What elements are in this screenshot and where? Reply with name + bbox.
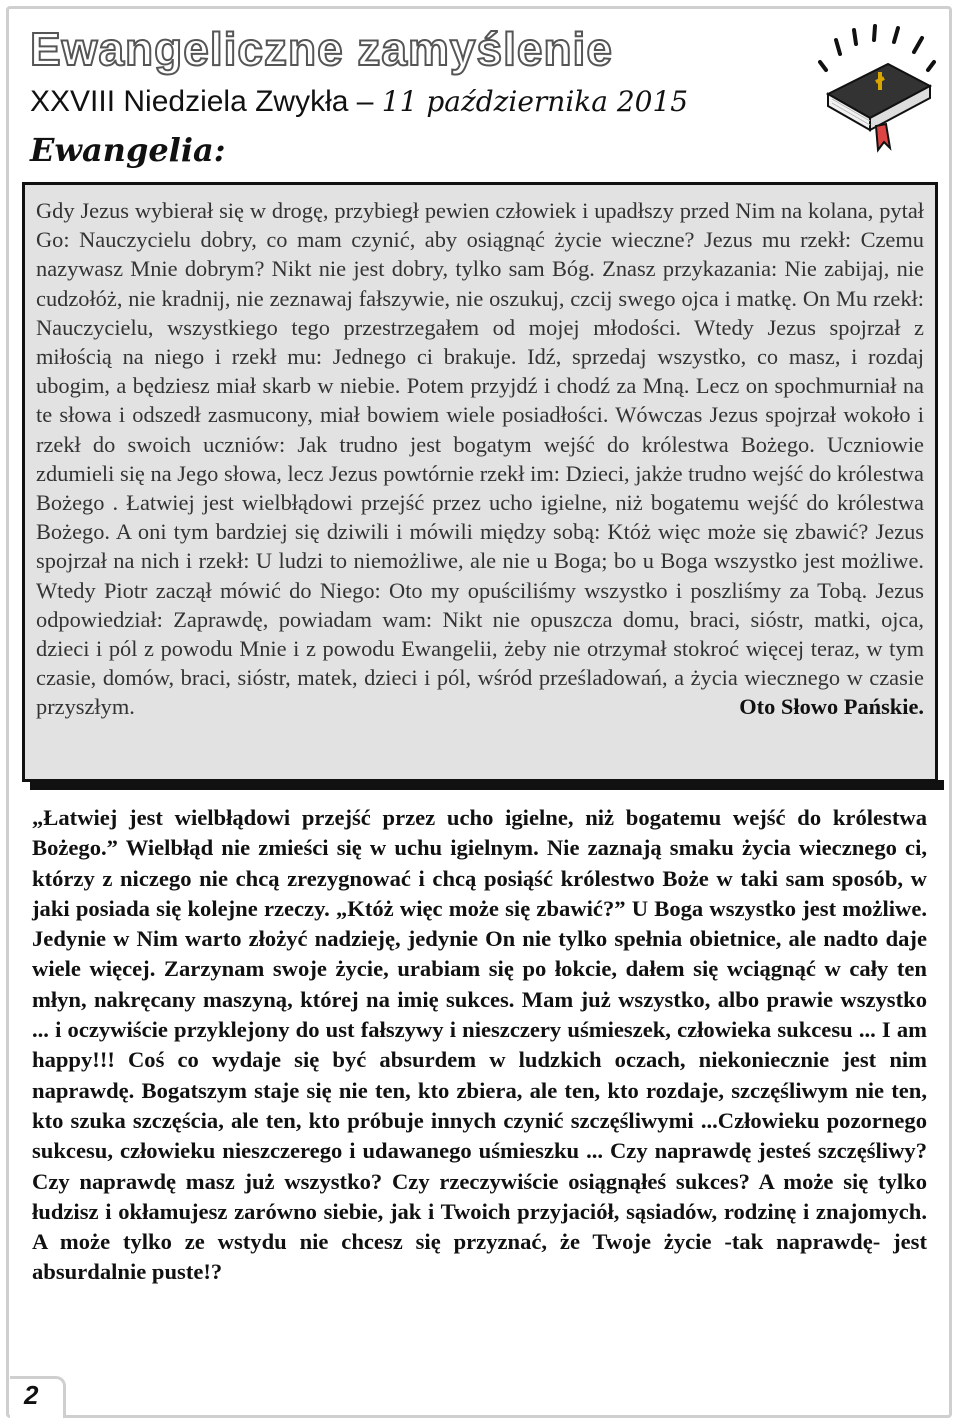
reflection-text: „Łatwiej jest wielbłądowi przejść przez ucho igielne, niż bogatemu wejść do królestwa Bożego.” Wielbłąd nie zmieści się w uchu igielnym. Nie zaznają smaku życia wiecznego ci, którzy z niczego nie chcą zrezygnować i chcą posiąść królestwo Boże w taki sam sposób, w jaki posiada się kolejne rzeczy. „Któż więc może się zbawić?” U Boga wszystko jest możliwe. Jedynie w Nim warto złożyć nadzieję, jedynie On nie tylko spełnia obietnice, ale nadto daje wiele więcej. Zarzynam swoje życie, urabiam się po łokcie, dałem się wciągnąć w cały ten młyn, nakręcany maszyną, której na imię sukces. Mam już wszystko, albo prawie wszystko ... i oczywiście przyklejony do ust fałszywy i nieszczery uśmieszek, człowieka sukcesu ... I am happy!!! Coś co wydaje się być absurdem w ludzkich oczach, niekoniecznie jest nim naprawdę. Bogatszym staje się nie ten, kto zbiera, ale ten, kto rozdaje, szczęśliwym nie ten, kto szuka szczęścia, ale ten, kto próbuje innych czynić szczęśliwymi ...Człowieku pozornego sukcesu, człowieku nieszczerego i udawanego uśmieszku ... Czy naprawdę jesteś szczęśliwy? Czy naprawdę masz już wszystko? Czy rzeczywiście osiągnąłeś sukces? A może się tylko łudzisz i okłamujesz zarówno siebie, jak i Twoich przyjaciół, sąsiadów, rodzinę i znajomych. A może tylko ze wstydu nie chcesz się przyznać, że Twoje życie -tak naprawdę- jest absurdalnie puste!? <box>32 805 927 1285</box>
gospel-body: Gdy Jezus wybierał się w drogę, przybiegł pewien człowiek i upadłszy przed Nim na kolana, pytał Go: Nauczycielu dobry, co mam czynić, aby osiągnąć życie wieczne? Jezus mu rzekł: Czemu nazywasz Mnie dobrym? Nikt nie jest dobry, tylko sam Bóg. Znasz przykazania: Nie zabijaj, nie cudzołóż, nie kradnij, nie zeznawaj fałszywie, nie oszukuj, czcij swego ojca i matkę. On Mu rzekł: Nauczycielu, wszystkiego tego przestrzegałem od mojej młodości. Wtedy Jezus spojrzał z miłością na niego i rzekł mu: Jednego ci brakuje. Idź, sprzedaj wszystko, co masz, i rozdaj ubogim, a będziesz miał skarb w niebie. Potem przyjdź i chodź za Mną. Lecz on spochmurniał na te słowa i odszedł zasmucony, miał bowiem wiele posiadłości. Wówczas Jezus spojrzał wokoło i rzekł do swoich uczniów: Jak trudno jest bogatym wejść do królestwa Bożego. Uczniowie zdumieli się na Jego słowa, lecz Jezus powtórnie rzekł im: Dzieci, jakże trudno wejść do królestwa Bożego . Łatwiej jest wielbłądowi przejść przez ucho igielne, niż bogatemu wejść do królestwa Bożego. A oni tym bardziej się dziwili i mówili między sobą: Któż więc może się zbawić? Jezus spojrzał na nich i rzekł: U ludzi to niemożliwe, ale nie u Boga; bo u Boga wszystko jest możliwe. Wtedy Piotr zaczął mówić do Niego: Oto my opuściliśmy wszystko i poszliśmy za Tobą. Jezus odpowiedział: Zaprawdę, powiadam wam: Nikt nie opuszcza domu, braci, sióstr, matki, ojca, dzieci i pól z powodu Mnie i z powodu Ewangelii, żeby nie otrzymał stokroć więcej teraz, w tym czasie, domów, braci, sióstr, matek, dzieci i pól, wśród prześladowań, a życia wiecznego w czasie przyszłym. <box>36 198 924 720</box>
gospel-heading: Ewangelia: <box>30 131 226 169</box>
gospel-closing: Oto Słowo Pańskie. <box>739 694 924 720</box>
page-title: Ewangeliczne zamyślenie <box>30 23 613 75</box>
liturgical-day-name: XXVIII Niedziela Zwykła – <box>30 85 382 118</box>
gospel-box-shadow <box>30 780 944 790</box>
liturgical-date: 11 października 2015 <box>381 85 689 118</box>
gospel-text <box>36 196 924 722</box>
bible-icon <box>818 24 936 154</box>
liturgical-day-subtitle <box>30 82 688 122</box>
page-number: 2 <box>24 1380 39 1410</box>
